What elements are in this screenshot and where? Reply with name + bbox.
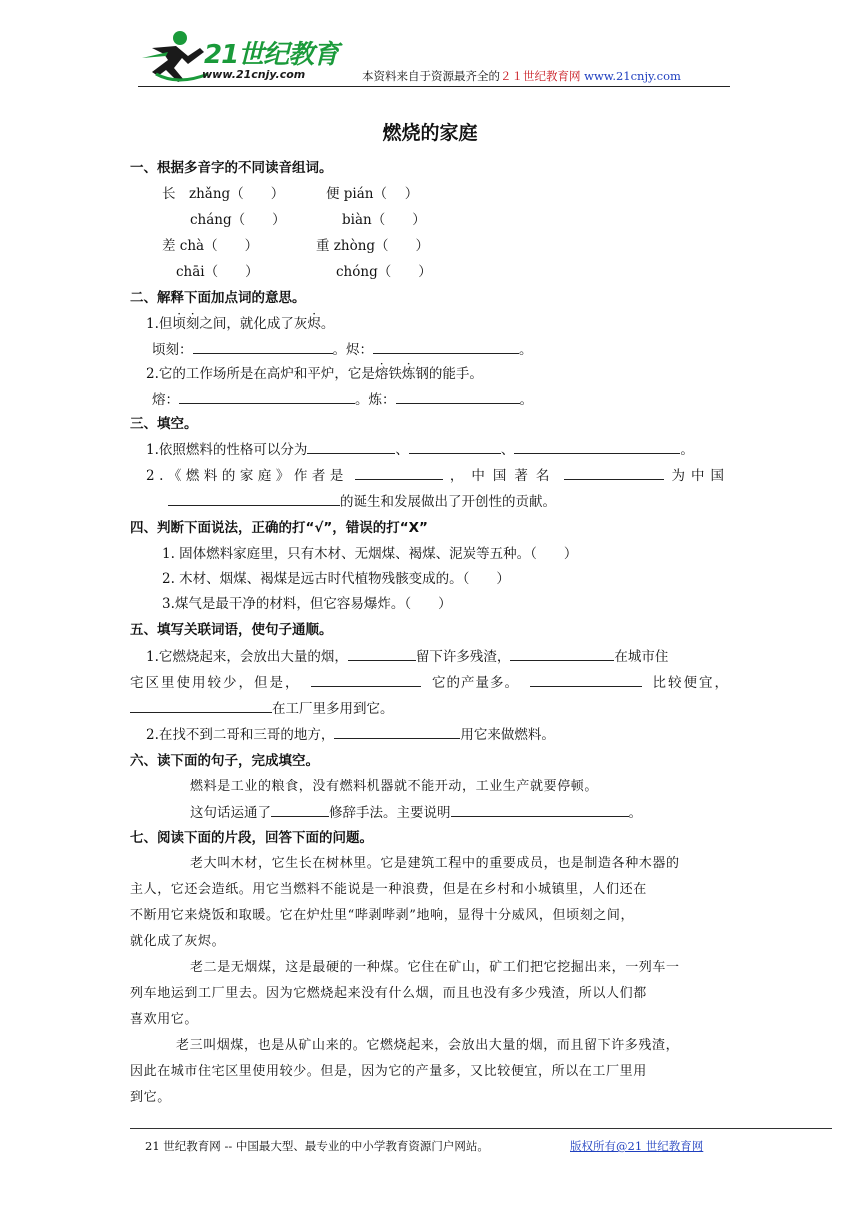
passage-line: 就化成了灰烬。 bbox=[130, 934, 226, 949]
s3-q1-text: 1.依照燃料的性格可以分为 bbox=[146, 442, 308, 458]
dotted-char: 刻 bbox=[185, 316, 200, 332]
dotted-char: 炼 bbox=[401, 366, 416, 382]
answer-blank[interactable] bbox=[396, 390, 520, 404]
answer-blank[interactable] bbox=[451, 803, 629, 817]
s6-text: 。 bbox=[628, 805, 642, 821]
answer-blank[interactable] bbox=[307, 440, 395, 454]
s1-row1-right: 便 pián（ ） bbox=[326, 186, 419, 202]
section-3-heading: 三、填空。 bbox=[130, 416, 198, 432]
logo-url: www.21cnjy.com bbox=[202, 68, 306, 81]
s6-sentence: 燃料是工业的粮食，没有燃料机器就不能开动，工业生产就要停顿。 bbox=[190, 779, 599, 794]
passage-line: 老二是无烟煤，这是最硬的一种煤。它住在矿山，矿工们把它挖掘出来，一列车一 bbox=[190, 960, 680, 975]
s3-q1 bbox=[146, 438, 694, 458]
s2-a2-label: 熔： bbox=[152, 392, 179, 408]
s4-item-3: 3.煤气是最干净的材料，但它容易爆炸。（ ） bbox=[162, 596, 452, 612]
s2-q1 bbox=[146, 312, 334, 332]
answer-blank[interactable] bbox=[530, 673, 642, 687]
s3-q2-text-c: 为中国 bbox=[671, 468, 730, 484]
passage-line: 老大叫木材，它生长在树林里。它是建筑工程中的重要成员，也是制造各种木器的 bbox=[190, 856, 680, 871]
passage-line: 主人，它还会造纸。用它当燃料不能说是一种浪费，但是在乡村和小城镇里，人们还在 bbox=[130, 882, 647, 897]
logo-text: 21世纪教育 bbox=[204, 40, 339, 70]
answer-blank[interactable] bbox=[130, 699, 272, 713]
s5-text: 在城市住 bbox=[614, 649, 669, 665]
answer-blank[interactable] bbox=[271, 803, 329, 817]
passage-line: 列车地运到工厂里去。因为它燃烧起来没有什么烟，而且也没有多少残渣，所以人们都 bbox=[130, 986, 647, 1001]
s2-a1-mid: 。烬： bbox=[332, 342, 373, 358]
s2-a2 bbox=[152, 388, 533, 408]
s2-a2-mid: 。炼： bbox=[355, 392, 396, 408]
s2-q2-text-c: 钢的能手。 bbox=[415, 366, 483, 382]
s2-q1-text-b: 之间，就化成了灰 bbox=[199, 316, 308, 332]
s5-text: 在工厂里多用到它。 bbox=[272, 701, 394, 717]
passage-line: 到它。 bbox=[130, 1090, 171, 1105]
s2-a1-end: 。 bbox=[519, 342, 533, 358]
section-6-heading: 六、读下面的句子，完成填空。 bbox=[130, 753, 319, 769]
s3-q2-text-a: 2.《燃料的家庭》作者是 bbox=[146, 468, 348, 484]
s1-row4-left: chāi（ ） bbox=[176, 264, 259, 280]
s3-q2-text-d: 的诞生和发展做出了开创性的贡献。 bbox=[340, 494, 556, 510]
s3-end: 。 bbox=[680, 442, 694, 458]
dotted-char: 熔 bbox=[374, 366, 389, 382]
answer-blank[interactable] bbox=[409, 440, 501, 454]
s5-text: 比较便宜， bbox=[652, 675, 730, 691]
s1-row3-right: 重 zhòng（ ） bbox=[316, 238, 430, 254]
answer-blank[interactable] bbox=[510, 647, 614, 661]
s2-q2-text-b: 铁 bbox=[388, 366, 402, 382]
passage-line: 不断用它来烧饭和取暖。它在炉灶里“哔剥哔剥”地响，显得十分威风，但顷刻之间， bbox=[130, 908, 635, 923]
header-divider bbox=[138, 86, 730, 87]
answer-blank[interactable] bbox=[179, 390, 355, 404]
s5-line-3 bbox=[130, 697, 394, 717]
copyright-link[interactable]: 版权所有@21 世纪教育网 bbox=[570, 1139, 704, 1153]
s1-row1-left: 长 zhǎng（ ） bbox=[162, 186, 285, 202]
answer-blank[interactable] bbox=[564, 466, 664, 480]
answer-blank[interactable] bbox=[373, 340, 519, 354]
source-prefix: 本资料来自于资源最齐全的 bbox=[362, 69, 500, 83]
passage-line: 喜欢用它。 bbox=[130, 1012, 199, 1027]
s5-text: 用它来做燃料。 bbox=[460, 727, 555, 743]
s3-sep: 、 bbox=[500, 442, 515, 458]
s2-q1-text-c: 。 bbox=[320, 316, 335, 332]
s5-text: 2.在找不到二哥和三哥的地方， bbox=[146, 727, 335, 743]
answer-blank[interactable] bbox=[514, 440, 680, 454]
s5-text: 它的产量多。 bbox=[432, 675, 519, 691]
s3-q2-cont bbox=[168, 490, 556, 510]
answer-blank[interactable] bbox=[193, 340, 333, 354]
s2-q1-text-a: 1.但 bbox=[146, 316, 173, 332]
s1-row4-right: chóng（ ） bbox=[336, 264, 432, 280]
section-1-heading: 一、根据多音字的不同读音组词。 bbox=[130, 160, 333, 176]
section-4-heading: 四、判断下面说法，正确的打“√”，错误的打“X” bbox=[130, 520, 428, 536]
answer-blank[interactable] bbox=[355, 466, 443, 480]
s5-line-2 bbox=[130, 671, 730, 691]
s5-text: 留下许多残渣， bbox=[415, 649, 511, 665]
s1-row2-left: cháng（ ） bbox=[190, 212, 286, 228]
s5-text: 1.它燃烧起来，会放出大量的烟， bbox=[146, 649, 348, 665]
passage-line: 因此在城市住宅区里使用较少。但是，因为它的产量多，又比较便宜，所以在工厂里用 bbox=[130, 1064, 647, 1079]
s5-text: 宅区里使用较少，但是， bbox=[130, 675, 301, 691]
dotted-char: 烬 bbox=[307, 316, 321, 332]
source-url[interactable]: www.21cnjy.com bbox=[584, 69, 681, 83]
s1-row2-right: biàn（ ） bbox=[342, 212, 426, 228]
s3-sep: 、 bbox=[395, 442, 409, 458]
passage-line: 老三叫烟煤，也是从矿山来的。它燃烧起来，会放出大量的烟，而且留下许多残渣， bbox=[176, 1038, 680, 1053]
s4-item-1: 1. 固体燃料家庭里，只有木材、无烟煤、褐煤、泥炭等五种。（ ） bbox=[162, 546, 578, 562]
answer-blank[interactable] bbox=[311, 673, 421, 687]
section-7-heading: 七、阅读下面的片段，回答下面的问题。 bbox=[130, 830, 373, 846]
s2-q2-text-a: 2.它的工作场所是在高炉和平炉，它是 bbox=[146, 366, 375, 382]
s6-text: 修辞手法。主要说明 bbox=[329, 805, 451, 821]
s5-line-4 bbox=[146, 723, 555, 743]
footer-divider bbox=[130, 1128, 832, 1129]
s6-text: 这句话运通了 bbox=[190, 805, 271, 821]
page-title: 燃烧的家庭 bbox=[382, 122, 478, 144]
s2-a1 bbox=[152, 338, 533, 358]
footer-text: 21 世纪教育网 -- 中国最大型、最专业的中小学教育资源门户网站。 bbox=[145, 1139, 489, 1153]
s2-a1-label: 顷刻： bbox=[152, 342, 193, 358]
s1-row3-left: 差 chà（ ） bbox=[162, 238, 259, 254]
site-logo bbox=[138, 28, 338, 86]
answer-blank[interactable] bbox=[348, 647, 416, 661]
section-2-heading: 二、解释下面加点词的意思。 bbox=[130, 290, 306, 306]
s3-q2-text-b: ，中国著名 bbox=[449, 468, 558, 484]
answer-blank[interactable] bbox=[334, 725, 460, 739]
answer-blank[interactable] bbox=[168, 492, 340, 506]
s2-q2 bbox=[146, 362, 483, 382]
source-site[interactable]: ２１世纪教育网 bbox=[500, 69, 581, 83]
s3-q2 bbox=[146, 464, 730, 484]
s2-a2-end: 。 bbox=[519, 392, 533, 408]
s5-line-1 bbox=[146, 645, 668, 665]
section-5-heading: 五、填写关联词语，使句子通顺。 bbox=[130, 622, 333, 638]
s6-question bbox=[190, 801, 642, 821]
dotted-char: 顷 bbox=[172, 316, 186, 332]
s4-item-2: 2. 木材、烟煤、褐煤是远古时代植物残骸变成的。（ ） bbox=[162, 571, 510, 587]
source-line bbox=[362, 68, 681, 84]
